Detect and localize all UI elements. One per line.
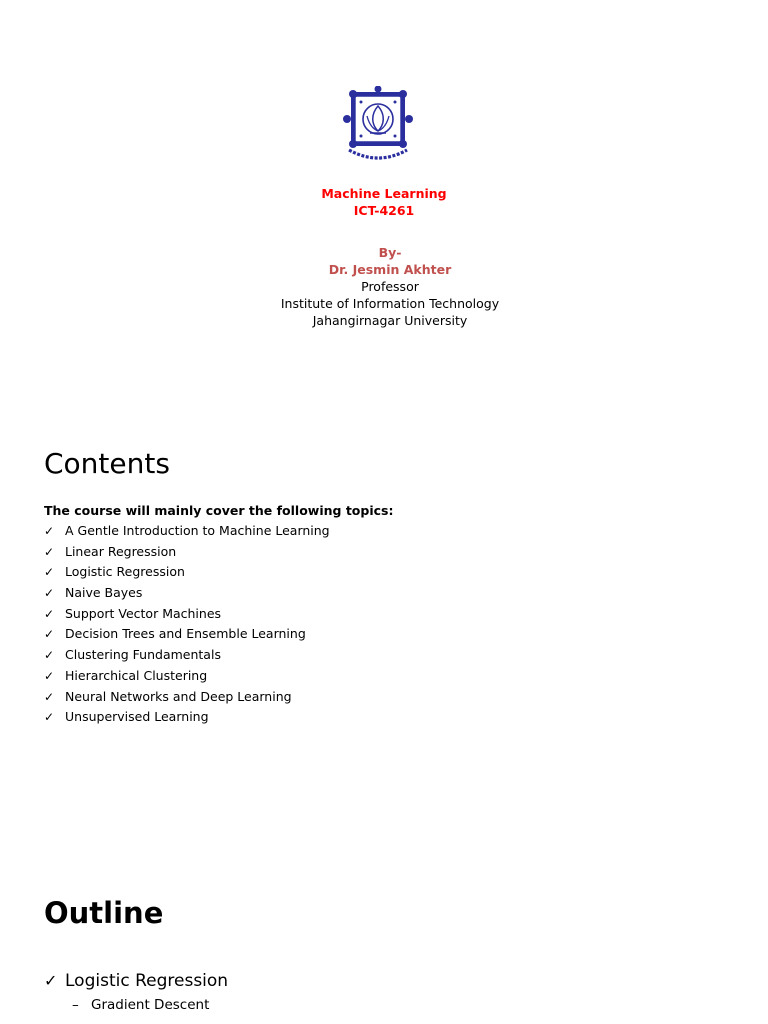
checkmark-icon: ✓ [44, 710, 55, 725]
topic-label: Decision Trees and Ensemble Learning [65, 626, 306, 642]
topic-label: Logistic Regression [65, 564, 185, 580]
dash-bullet-icon: – [72, 997, 79, 1013]
topic-list-item [44, 521, 330, 542]
topic-list-item [44, 666, 330, 687]
checkmark-icon: ✓ [44, 565, 55, 580]
outline-title: Outline [44, 896, 164, 930]
topic-list-item [44, 687, 330, 708]
topic-list-item [44, 645, 330, 666]
by-label: By- [378, 245, 402, 260]
author-university: Jahangirnagar University [312, 313, 468, 328]
author-name: Dr. Jesmin Akhter [328, 262, 452, 277]
course-name: Machine Learning [321, 186, 447, 201]
topic-list [44, 521, 330, 728]
outline-item-label: Logistic Regression [65, 971, 229, 991]
author-role: Professor [361, 279, 419, 294]
topic-label: Hierarchical Clustering [65, 667, 208, 683]
outline-item [44, 969, 228, 993]
topic-list-item [44, 707, 330, 728]
course-code: ICT-4261 [353, 203, 415, 218]
topic-list-item [44, 583, 330, 604]
topic-label: A Gentle Introduction to Machine Learning [65, 523, 330, 538]
topic-list-item [44, 562, 330, 583]
author-institute: Institute of Information Technology [280, 296, 500, 311]
topic-label: Naive Bayes [65, 585, 143, 601]
checkmark-icon: ✓ [44, 648, 55, 663]
checkmark-icon: ✓ [44, 627, 55, 642]
checkmark-icon: ✓ [44, 689, 55, 704]
topic-list-item [44, 624, 330, 645]
outline-subitem [72, 995, 209, 1015]
topic-list-item [44, 604, 330, 625]
checkmark-icon: ✓ [44, 668, 55, 683]
checkmark-icon: ✓ [44, 971, 58, 990]
university-seal-icon [343, 86, 413, 168]
topic-list-item [44, 542, 330, 563]
topic-label: Clustering Fundamentals [65, 647, 221, 663]
checkmark-icon: ✓ [44, 544, 55, 559]
outline-subitem-label: Gradient Descent [91, 997, 210, 1013]
topic-label: Unsupervised Learning [65, 709, 209, 725]
contents-title: Contents [44, 447, 170, 480]
topic-label: Support Vector Machines [65, 605, 222, 621]
contents-intro: The course will mainly cover the following topics: [44, 503, 394, 518]
checkmark-icon: ✓ [44, 586, 55, 601]
topic-label: Linear Regression [65, 543, 177, 559]
checkmark-icon: ✓ [44, 524, 55, 538]
topic-label: Neural Networks and Deep Learning [65, 688, 292, 704]
checkmark-icon: ✓ [44, 606, 55, 621]
title-slide [0, 0, 768, 360]
